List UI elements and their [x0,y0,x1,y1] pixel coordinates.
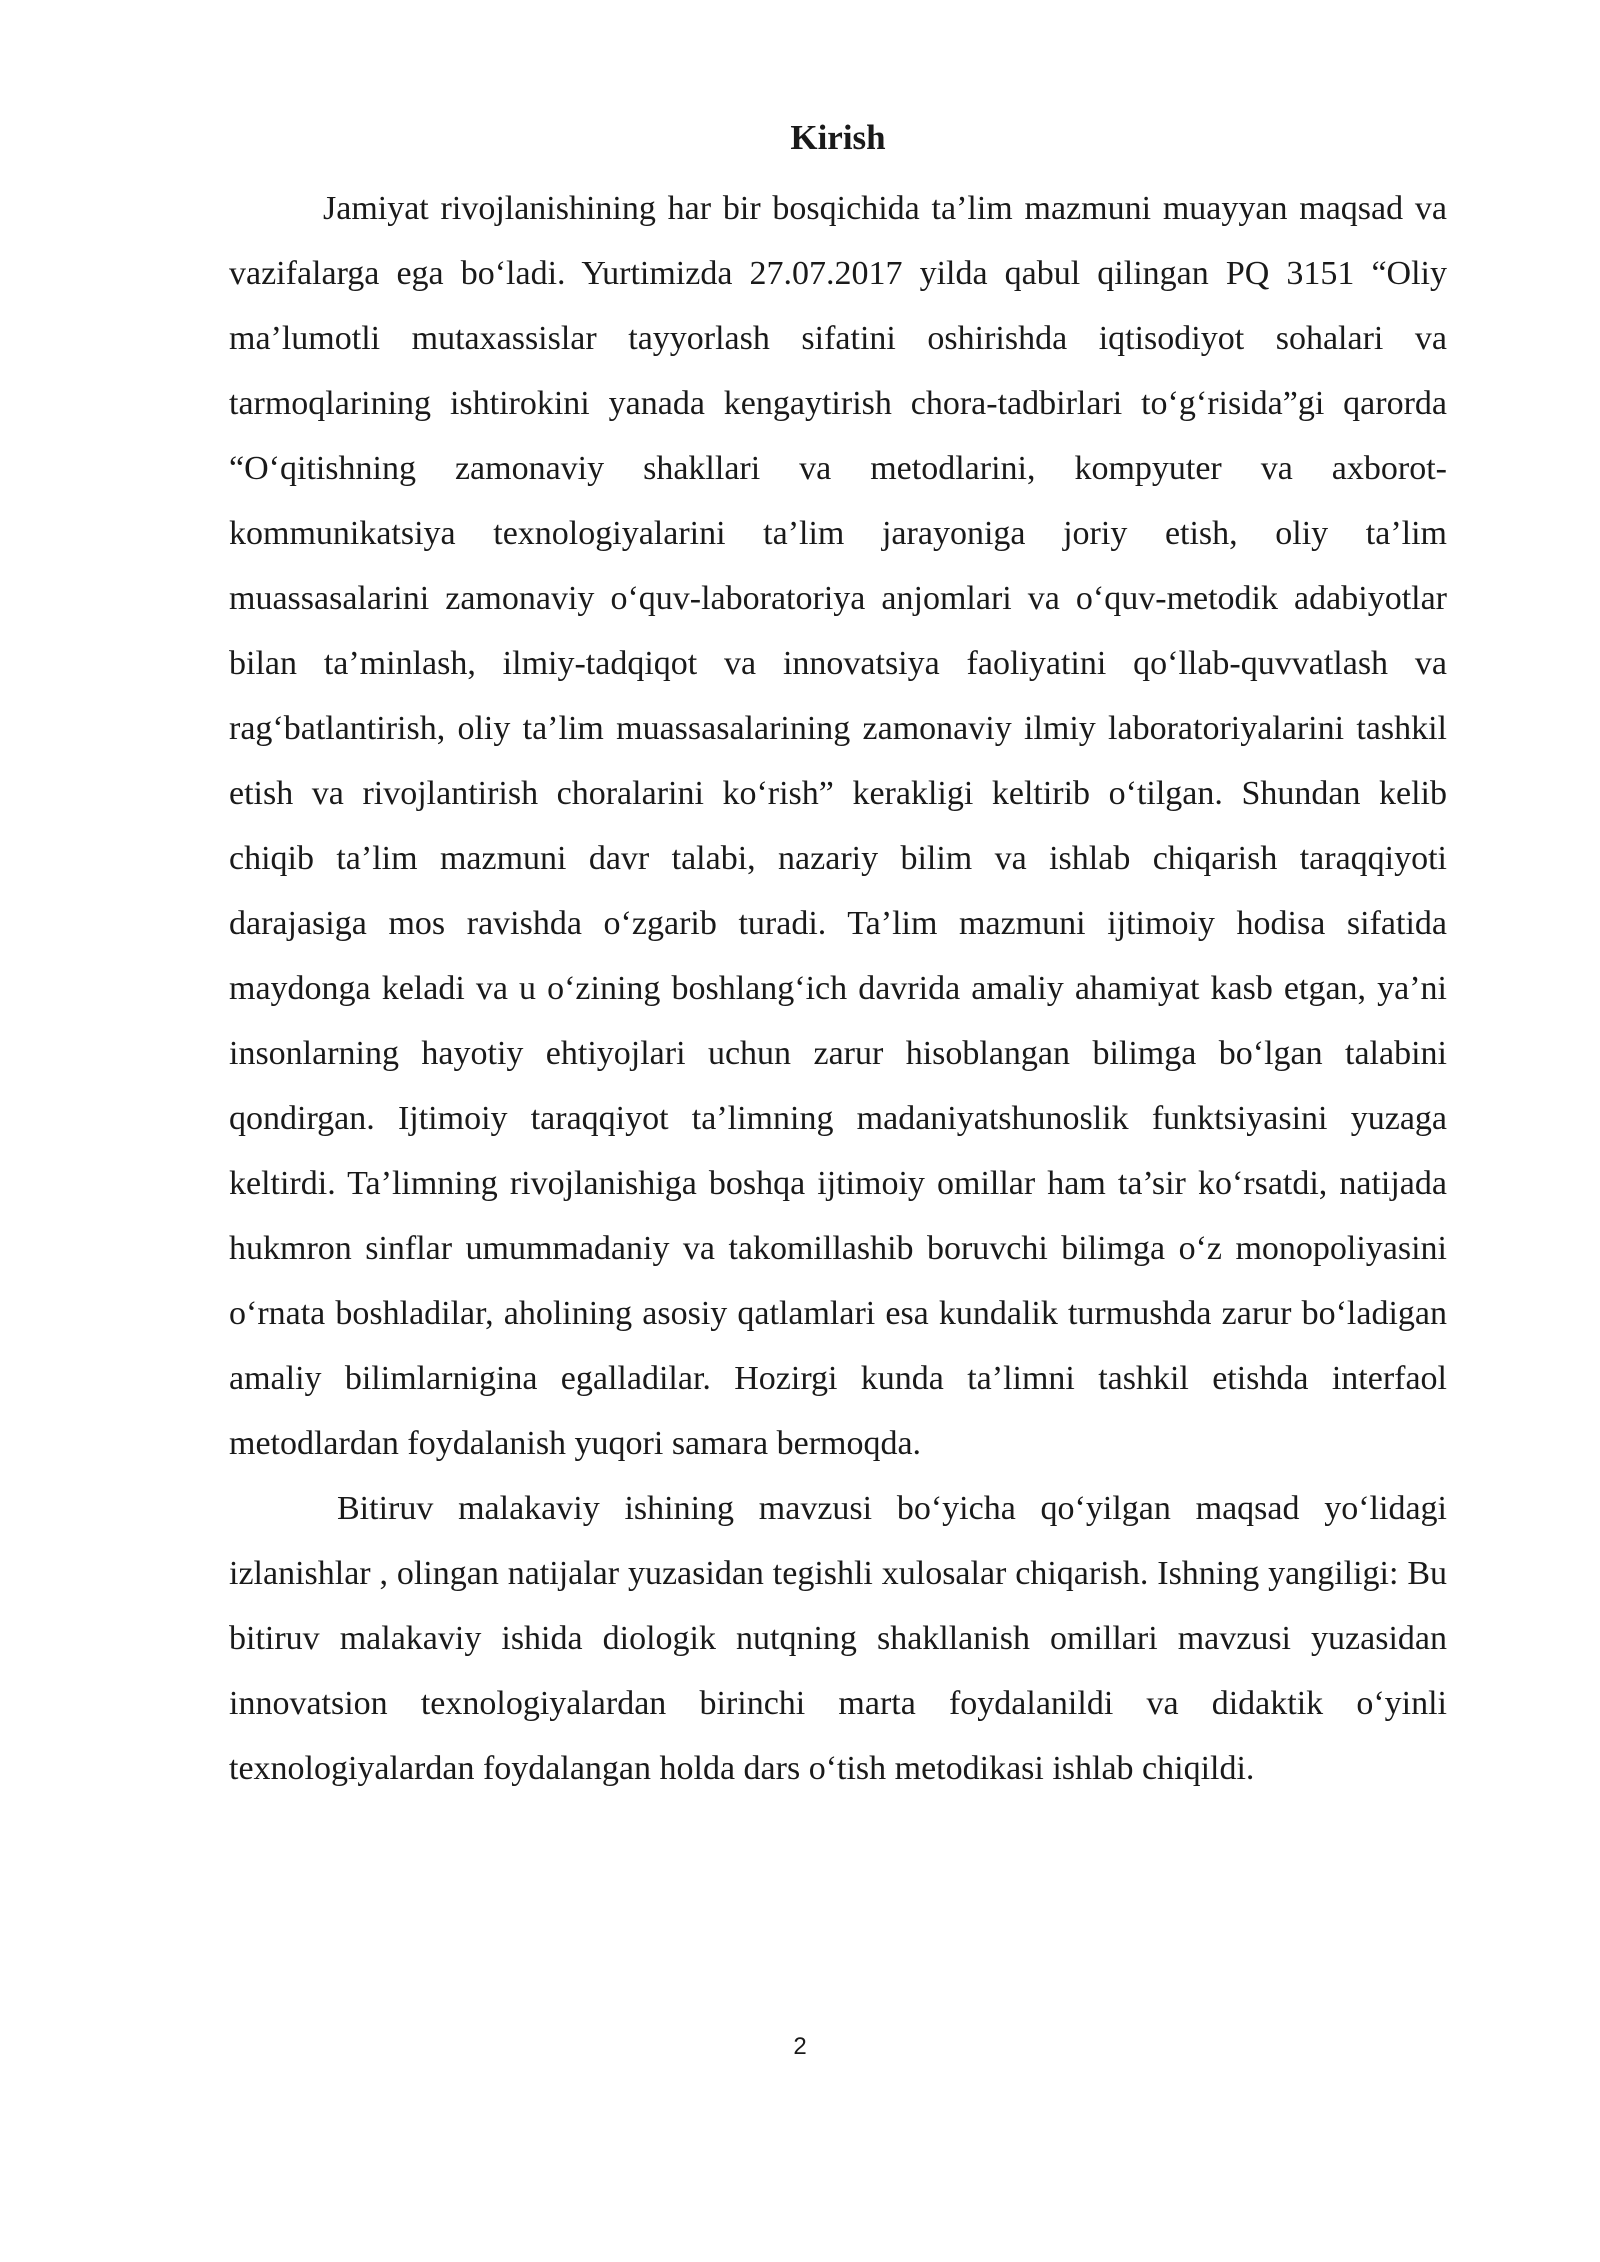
page-content [229,108,1447,1801]
thesis-paragraph: Bitiruv malakaviy ishining mavzusi bo‘yicha qo‘yilgan maqsad yo‘lidagi izlanishlar , olingan natijalar yuzasidan tegishli xulosalar chiqarish. Ishning yangiligi: Bu bitiruv malakaviy ishida diologik nutqning shakllanish omillari mavzusi yuzasidan innovatsion texnologiyalardan birinchi marta foydalanildi va didaktik o‘yinli texnologiyalardan foydalangan holda dars o‘tish metodikasi ishlab chiqildi. [229,1490,1447,1787]
page-number: 2 [793,2033,807,2060]
intro-paragraph: Jamiyat rivojlanishining har bir bosqichida ta’lim mazmuni muayyan maqsad va vazifalarga ega bo‘ladi. Yurtimizda 27.07.2017 yilda qabul qilingan PQ 3151 “Oliy ma’lumotli mutaxassislar tayyorlash sifatini oshirishda iqtisodiyot sohalari va tarmoqlarining ishtirokini yanada kengaytirish chora-tadbirlari to‘g‘risida”gi qarorda “O‘qitishning zamonaviy shakllari va metodlarini, kompyuter va axborot-kommunikatsiya texnologiyalarini ta’lim jarayoniga joriy etish, oliy ta’lim muassasalarini zamonaviy o‘quv-laboratoriya anjomlari va o‘quv-metodik adabiyotlar bilan ta’minlash, ilmiy-tadqiqot va innovatsiya faoliyatini qo‘llab-quvvatlash va rag‘batlantirish, oliy ta’lim muassasalarining zamonaviy ilmiy laboratoriyalarini tashkil etish va rivojlantirish choralarini ko‘rish” kerakligi keltirib o‘tilgan. Shundan kelib chiqib ta’lim mazmuni davr talabi, nazariy bilim va ishlab chiqarish taraqqiyoti darajasiga mos ravishda o‘zgarib turadi. Ta’lim mazmuni ijtimoiy hodisa sifatida maydonga keladi va u o‘zining boshlang‘ich davrida amaliy ahamiyat kasb etgan, ya’ni insonlarning hayotiy ehtiyojlari uchun zarur hisoblangan bilimga bo‘lgan talabini qondirgan. Ijtimoiy taraqqiyot ta’limning madaniyatshunoslik funktsiyasini yuzaga keltirdi. Ta’limning rivojlanishiga boshqa ijtimoiy omillar ham ta’sir ko‘rsatdi, natijada hukmron sinflar umummadaniy va takomillashib boruvchi bilimga o‘z monopoliyasini o‘rnata boshladilar, aholining asosiy qatlamlari esa kundalik turmushda zarur bo‘ladigan amaliy bilimlarnigina egalladilar. Hozirgi kunda ta’limni tashkil etishda interfaol metodlardan foydalanish yuqori samara bermoqda. [229,190,1447,1462]
section-title: Kirish [790,118,886,157]
